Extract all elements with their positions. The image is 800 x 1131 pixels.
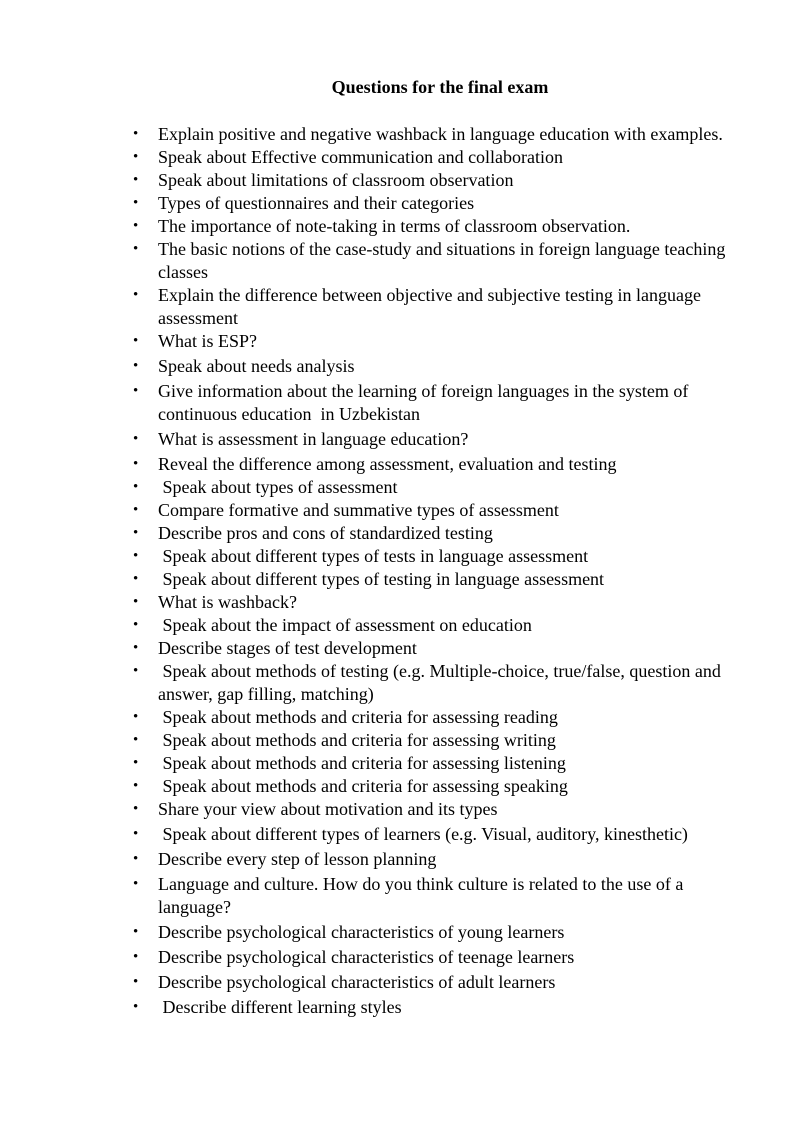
- question-text: Describe every step of lesson planning: [158, 849, 437, 869]
- question-text: Speak about different types of learners (e.g. Visual, auditory, kinesthetic): [158, 824, 688, 844]
- question-item: [133, 823, 753, 846]
- bullet-icon: •: [133, 876, 139, 892]
- question-text: Speak about needs analysis: [158, 356, 355, 376]
- question-text: Speak about limitations of classroom observation: [158, 170, 514, 190]
- question-text: Speak about methods and criteria for assessing writing: [158, 730, 556, 750]
- question-item: [133, 752, 753, 775]
- question-item: [133, 522, 753, 545]
- question-text: Speak about methods and criteria for assessing reading: [158, 707, 558, 727]
- question-text: Language and culture. How do you think culture is related to the use of a language?: [158, 874, 688, 917]
- bullet-icon: •: [133, 851, 139, 867]
- question-text: Describe psychological characteristics of teenage learners: [158, 947, 575, 967]
- bullet-icon: •: [133, 663, 139, 679]
- bullet-icon: •: [133, 999, 139, 1015]
- question-item: [133, 568, 753, 591]
- bullet-icon: •: [133, 195, 139, 211]
- bullet-icon: •: [133, 548, 139, 564]
- question-text: Compare formative and summative types of assessment: [158, 500, 559, 520]
- question-text: Speak about methods and criteria for assessing listening: [158, 753, 566, 773]
- bullet-icon: •: [133, 172, 139, 188]
- question-text: What is assessment in language education?: [158, 429, 469, 449]
- question-text: Speak about methods of testing (e.g. Multiple-choice, true/false, question and answer, gap filling, matching): [158, 661, 726, 704]
- question-item: [133, 591, 753, 614]
- question-item: [133, 873, 753, 919]
- bullet-icon: •: [133, 333, 139, 349]
- bullet-icon: •: [133, 617, 139, 633]
- question-item: [133, 499, 753, 522]
- question-text: Describe stages of test development: [158, 638, 417, 658]
- question-text: Speak about methods and criteria for assessing speaking: [158, 776, 568, 796]
- bullet-icon: •: [133, 383, 139, 399]
- bullet-icon: •: [133, 924, 139, 940]
- question-item: [133, 545, 753, 568]
- bullet-icon: •: [133, 479, 139, 495]
- question-text: Share your view about motivation and its types: [158, 799, 498, 819]
- question-item: [133, 215, 753, 238]
- bullet-icon: •: [133, 431, 139, 447]
- bullet-icon: •: [133, 974, 139, 990]
- question-item: [133, 614, 753, 637]
- question-text: Explain positive and negative washback in language education with examples.: [158, 124, 723, 144]
- question-item: [133, 996, 753, 1019]
- question-text: Describe different learning styles: [158, 997, 402, 1017]
- question-item: [133, 146, 753, 169]
- question-text: What is ESP?: [158, 331, 257, 351]
- question-item: [133, 355, 753, 378]
- bullet-icon: •: [133, 594, 139, 610]
- question-text: The basic notions of the case-study and situations in foreign language teaching classes: [158, 239, 730, 282]
- question-item: [133, 192, 753, 215]
- question-text: What is washback?: [158, 592, 297, 612]
- question-text: Describe psychological characteristics of young learners: [158, 922, 565, 942]
- question-item: [133, 330, 753, 353]
- bullet-icon: •: [133, 571, 139, 587]
- question-text: Speak about types of assessment: [158, 477, 398, 497]
- question-item: [133, 706, 753, 729]
- bullet-icon: •: [133, 525, 139, 541]
- bullet-icon: •: [133, 241, 139, 257]
- question-item: [133, 921, 753, 944]
- bullet-icon: •: [133, 126, 139, 142]
- bullet-icon: •: [133, 732, 139, 748]
- bullet-icon: •: [133, 801, 139, 817]
- bullet-icon: •: [133, 358, 139, 374]
- question-text: Describe pros and cons of standardized testing: [158, 523, 493, 543]
- bullet-icon: •: [133, 287, 139, 303]
- question-item: [133, 123, 753, 146]
- bullet-icon: •: [133, 502, 139, 518]
- question-item: [133, 971, 753, 994]
- question-text: Reveal the difference among assessment, evaluation and testing: [158, 454, 617, 474]
- question-text: Speak about Effective communication and collaboration: [158, 147, 564, 167]
- question-text: Types of questionnaires and their categories: [158, 193, 475, 213]
- bullet-icon: •: [133, 640, 139, 656]
- question-text: Speak about the impact of assessment on education: [158, 615, 532, 635]
- question-item: [133, 284, 753, 330]
- question-text: Speak about different types of tests in language assessment: [158, 546, 589, 566]
- bullet-icon: •: [133, 778, 139, 794]
- bullet-icon: •: [133, 709, 139, 725]
- question-text: The importance of note-taking in terms of classroom observation.: [158, 216, 631, 236]
- bullet-icon: •: [133, 149, 139, 165]
- bullet-icon: •: [133, 755, 139, 771]
- question-item: [133, 380, 753, 426]
- question-item: [133, 946, 753, 969]
- question-item: [133, 428, 753, 451]
- question-item: [133, 637, 753, 660]
- question-item: [133, 848, 753, 871]
- question-item: [133, 660, 753, 706]
- bullet-icon: •: [133, 949, 139, 965]
- question-item: [133, 798, 753, 821]
- question-item: [133, 169, 753, 192]
- question-item: [133, 238, 753, 284]
- question-list: [133, 123, 753, 1019]
- question-item: [133, 729, 753, 752]
- question-item: [133, 453, 753, 476]
- question-text: Explain the difference between objective and subjective testing in language assessment: [158, 285, 706, 328]
- question-item: [133, 476, 753, 499]
- bullet-icon: •: [133, 826, 139, 842]
- page-title: Questions for the final exam: [331, 77, 549, 97]
- bullet-icon: •: [133, 456, 139, 472]
- question-text: Describe psychological characteristics of adult learners: [158, 972, 556, 992]
- bullet-icon: •: [133, 218, 139, 234]
- question-text: Speak about different types of testing in language assessment: [158, 569, 605, 589]
- question-text: Give information about the learning of foreign languages in the system of continuous education in Uzbekistan: [158, 381, 693, 424]
- question-item: [133, 775, 753, 798]
